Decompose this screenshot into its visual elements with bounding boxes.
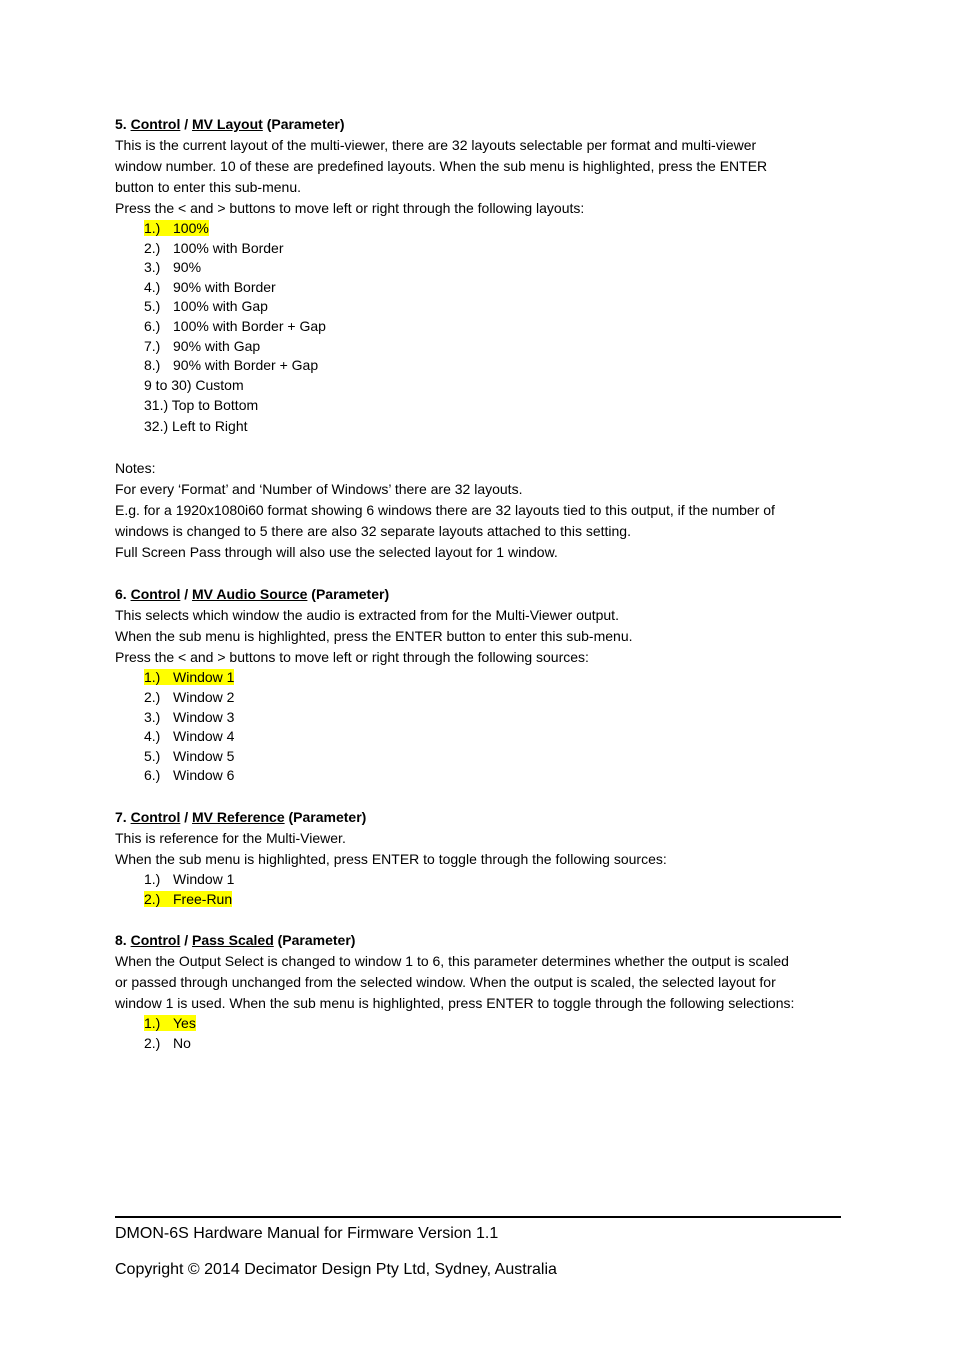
list-item: 3.) 90% <box>144 259 202 276</box>
list-item: 32.) Left to Right <box>144 418 248 435</box>
spacer <box>115 437 840 458</box>
pass-scaled-list <box>115 1014 840 1053</box>
paragraph-line: For every ‘Format’ and ‘Number of Windows’ there are 32 layouts. <box>115 481 523 498</box>
list-item: 5.) 100% with Gap <box>144 298 268 315</box>
paragraph-line: E.g. for a 1920x1080i60 format showing 6 windows there are 32 layouts tied to this output, if the number of <box>115 502 775 519</box>
list-item <box>144 890 840 910</box>
spacer <box>115 909 840 930</box>
section-number: 5. <box>115 116 127 132</box>
footer-title: DMON-6S Hardware Manual for Firmware Version 1.1 <box>115 1225 499 1242</box>
list-item: 2.) No <box>144 1034 191 1051</box>
list-item: 7.) 90% with Gap <box>144 337 261 354</box>
layout-list <box>115 219 840 437</box>
section-6-heading <box>115 584 840 605</box>
list-item <box>144 1014 840 1034</box>
highlighted-option: 2.) Free-Run <box>144 890 233 907</box>
parameter-tag: (Parameter) <box>288 808 367 825</box>
page-footer <box>115 1216 841 1280</box>
parameter-tag: (Parameter) <box>266 116 345 132</box>
footer-copyright: Copyright © 2014 Decimator Design Pty Ltd, Sydney, Australia <box>115 1261 557 1278</box>
document-body <box>115 114 840 1053</box>
separator: / <box>184 808 189 825</box>
paragraph-line: This is the current layout of the multi-viewer, there are 32 layouts selectable per format and multi-viewer <box>115 137 757 153</box>
section-number: 8. <box>115 932 127 949</box>
paragraph-line: Press the < and > buttons to move left or right through the following sources: <box>115 649 589 666</box>
control-link: Control <box>130 932 181 949</box>
parameter-name: MV Audio Source <box>192 586 308 603</box>
list-item: 4.) Window 4 <box>144 728 235 745</box>
list-item: 8.) 90% with Border + Gap <box>144 357 319 374</box>
list-item: 1.) Window 1 <box>144 870 235 887</box>
list-item: 2.) 100% with Border <box>144 239 284 256</box>
paragraph-line: Full Screen Pass through will also use the selected layout for 1 window. <box>115 544 558 561</box>
spacer <box>115 786 840 807</box>
section-5-heading <box>115 114 840 135</box>
paragraph-line: window number. 10 of these are predefined layouts. When the sub menu is highlighted, press the ENTER <box>115 158 768 174</box>
separator: / <box>184 586 189 603</box>
paragraph-line: When the sub menu is highlighted, press ENTER to toggle through the following sources: <box>115 850 667 867</box>
list-item: 6.) Window 6 <box>144 767 235 784</box>
parameter-name: MV Reference <box>192 808 285 825</box>
list-item: 31.) Top to Bottom <box>144 397 259 414</box>
control-link: Control <box>130 808 181 825</box>
list-item: 9 to 30) Custom <box>144 376 244 393</box>
section-number: 7. <box>115 808 127 825</box>
list-item: 4.) 90% with Border <box>144 278 276 295</box>
section-number: 6. <box>115 586 127 603</box>
list-item: 6.) 100% with Border + Gap <box>144 317 326 334</box>
parameter-name: MV Layout <box>192 116 263 132</box>
list-item: 3.) Window 3 <box>144 708 235 725</box>
separator: / <box>184 116 189 132</box>
list-item: 5.) Window 5 <box>144 747 235 764</box>
parameter-tag: (Parameter) <box>311 586 390 603</box>
control-link: Control <box>130 116 181 132</box>
paragraph-line: Press the < and > buttons to move left or right through the following layouts: <box>115 200 585 216</box>
list-item <box>144 668 840 688</box>
highlighted-option: 1.) Window 1 <box>144 669 235 686</box>
paragraph-line: windows is changed to 5 there are also 32 separate layouts attached to this setting. <box>115 523 631 540</box>
paragraph-line: This is reference for the Multi-Viewer. <box>115 829 346 846</box>
separator: / <box>184 932 189 949</box>
paragraph-line: or passed through unchanged from the selected window. When the output is scaled, the selected layout for <box>115 974 776 991</box>
paragraph-line: button to enter this sub-menu. <box>115 179 301 195</box>
highlighted-option: 1.) 100% <box>144 220 209 236</box>
control-link: Control <box>130 586 181 603</box>
paragraph-line: When the sub menu is highlighted, press the ENTER button to enter this sub-menu. <box>115 628 633 645</box>
paragraph-line: This selects which window the audio is extracted from for the Multi-Viewer output. <box>115 607 619 624</box>
spacer <box>115 563 840 584</box>
list-item: 2.) Window 2 <box>144 688 235 705</box>
list-item <box>144 219 840 239</box>
notes-label: Notes: <box>115 460 156 477</box>
reference-list <box>115 870 840 909</box>
source-list <box>115 668 840 786</box>
paragraph-line: window 1 is used. When the sub menu is highlighted, press ENTER to toggle through the following selections: <box>115 995 795 1012</box>
parameter-name: Pass Scaled <box>192 932 274 949</box>
section-8-heading <box>115 930 840 951</box>
section-7-heading <box>115 807 840 828</box>
highlighted-option: 1.) Yes <box>144 1015 196 1032</box>
parameter-tag: (Parameter) <box>277 932 356 949</box>
paragraph-line: When the Output Select is changed to window 1 to 6, this parameter determines whether the output is scaled <box>115 953 789 970</box>
